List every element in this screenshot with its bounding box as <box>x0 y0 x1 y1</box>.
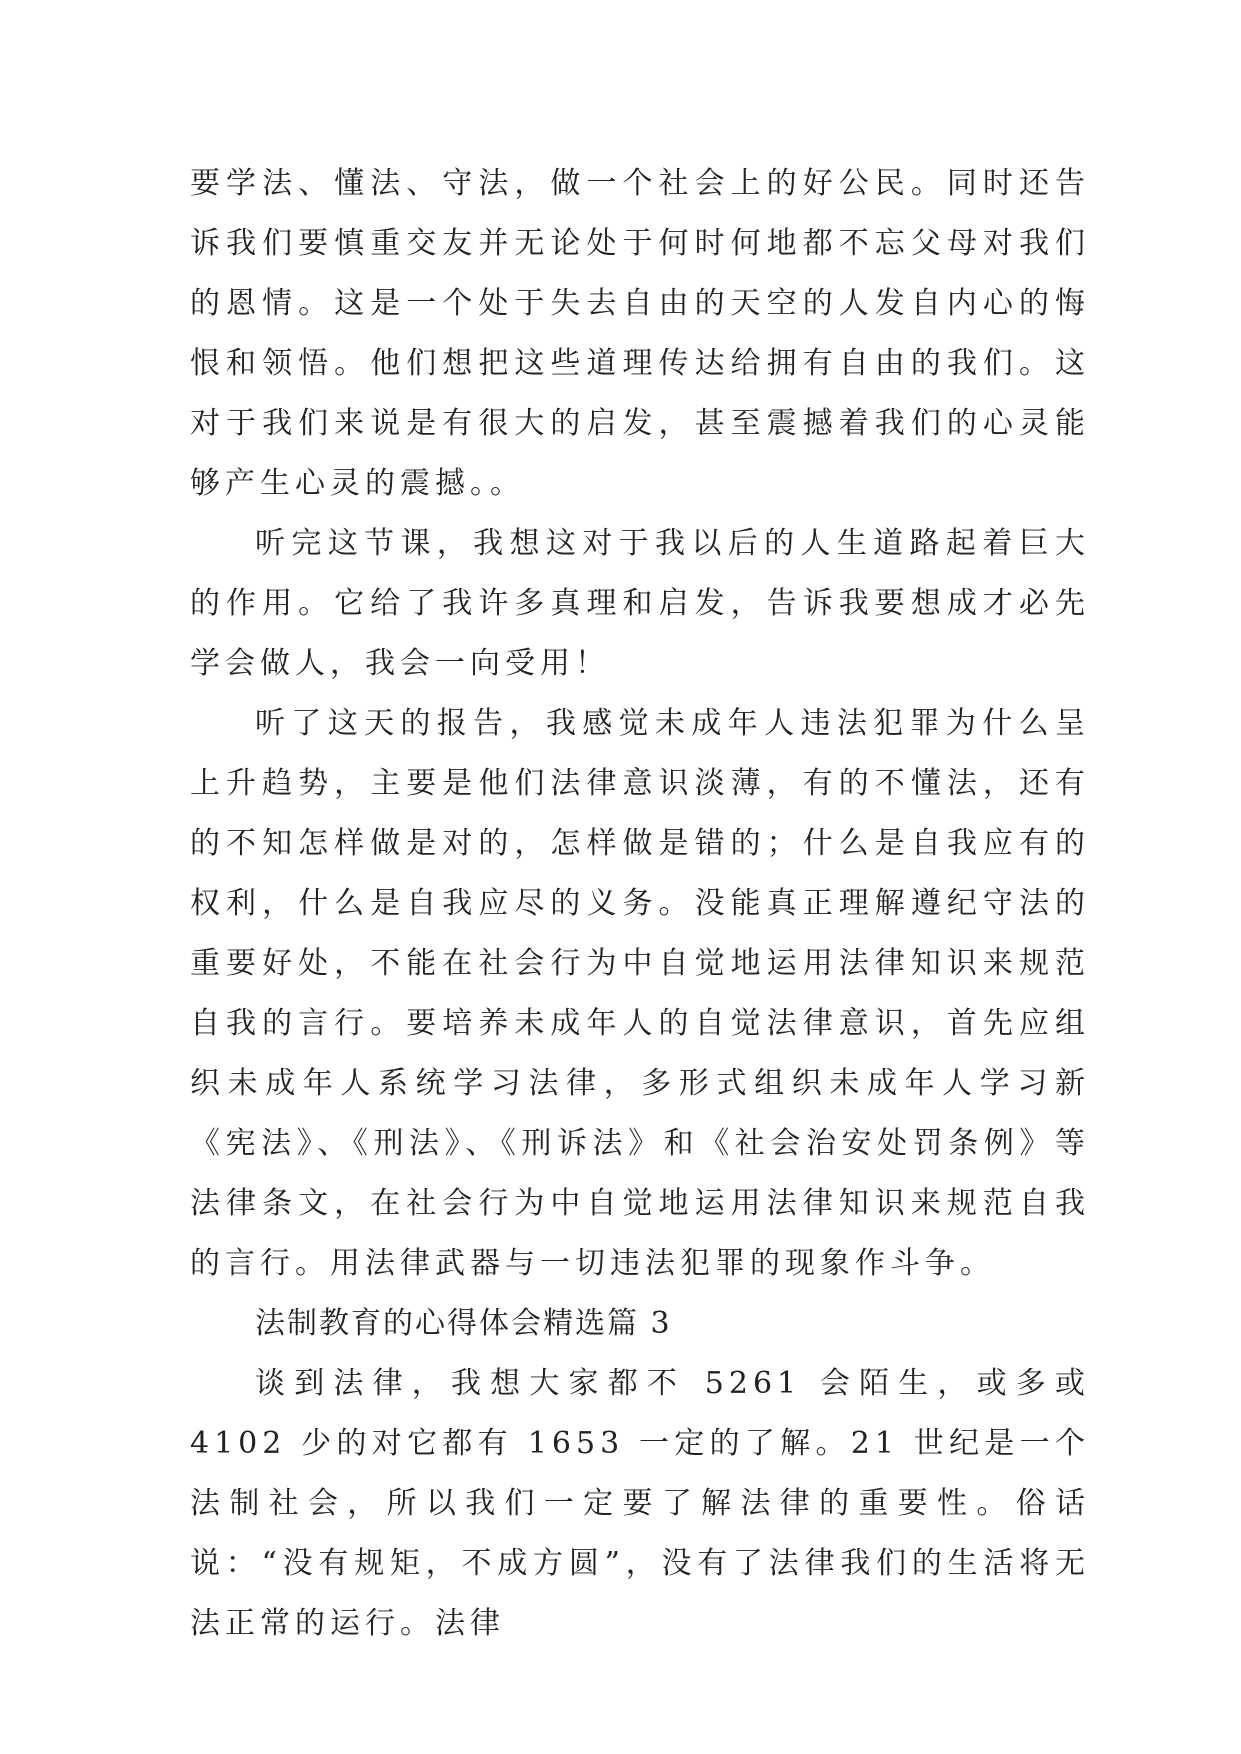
paragraph-3: 听了这天的报告，我感觉未成年人违法犯罪为什么呈上升趋势，主要是他们法律意识淡薄，有的不懂法，还有的不知怎样做是对的，怎样做是错的；什么是自我应有的权利，什么是自我应尽的义务。没能真正理解遵纪守法的重要好处，不能在社会行为中自觉地运用法律知识来规范自我的言行。要培养未成年人的自觉法律意识，首先应组织未成年人系统学习法律，多形式组织未成年人学习新《宪法》、《刑法》、《刑诉法》和《社会治安处罚条例》等法律条文，在社会行为中自觉地运用法律知识来规范自我的言行。用法律武器与一切违法犯罪的现象作斗争。 <box>190 706 1090 1281</box>
paragraph-1: 要学法、懂法、守法，做一个社会上的好公民。同时还告诉我们要慎重交友并无论处于何时何地都不忘父母对我们的恩情。这是一个处于失去自由的天空的人发自内心的悔恨和领悟。他们想把这些道理传达给拥有自由的我们。这对于我们来说是有很大的启发，甚至震撼着我们的心灵能够产生心灵的震撼。。 <box>190 166 1090 501</box>
paragraph-2: 听完这节课，我想这对于我以后的人生道路起着巨大的作用。它给了我许多真理和启发，告诉我要想成才必先学会做人，我会一向受用！ <box>190 526 1090 681</box>
section-heading: 法制教育的心得体会精选篇 3 <box>255 1306 672 1341</box>
document-body <box>190 154 1090 1654</box>
paragraph-4: 谈到法律，我想大家都不 5261 会陌生，或多或 4102 少的对它都有 1653 一定的了解。21 世纪是一个法制社会，所以我们一定要了解法律的重要性。俗话说：“没有规矩，不成方圆”，没有了法律我们的生活将无法正常的运行。法律 <box>190 1366 1090 1641</box>
